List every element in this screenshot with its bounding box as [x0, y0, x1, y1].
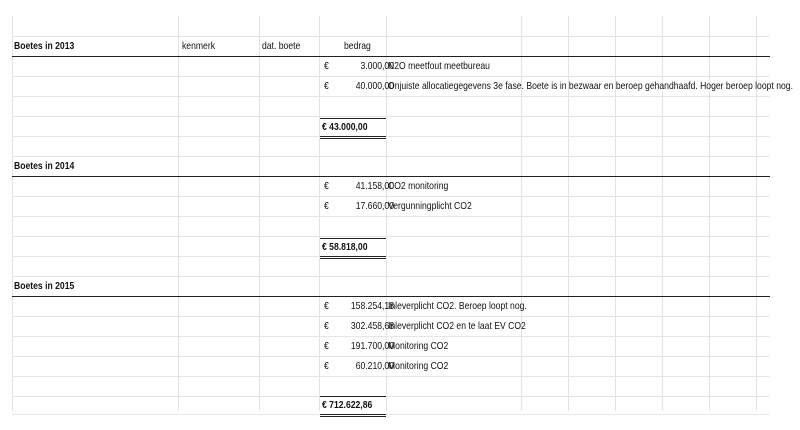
section-header-row[interactable] — [12, 276, 770, 297]
total-amount: € 712.622,86 — [322, 399, 373, 411]
description-cell[interactable]: Inleverplicht CO2. Beroep loopt nog. — [388, 300, 527, 312]
description-cell[interactable]: Monitoring CO2 — [388, 340, 449, 352]
column-header-bedrag[interactable]: bedrag — [344, 40, 371, 52]
amount-cell[interactable]: 60.210,00 — [355, 360, 394, 372]
total-row[interactable] — [12, 394, 770, 415]
row-empty[interactable] — [12, 96, 770, 117]
total-amount: € 58.818,00 — [322, 241, 368, 253]
description-cell[interactable]: Onjuiste allocatiegegevens 3e fase. Boete is in bezwaar en beroep gehandhaafd. Hoger beroep loopt nog. — [388, 80, 793, 92]
amount-cell[interactable]: 41.158,00 — [355, 180, 394, 192]
amount-cell[interactable]: 158.254,18 — [350, 300, 394, 312]
total-amount: € 43.000,00 — [322, 121, 368, 133]
total-row[interactable] — [12, 116, 770, 137]
row-empty[interactable] — [12, 256, 770, 277]
currency-symbol: € — [324, 200, 329, 212]
description-cell[interactable]: Vergunningplicht CO2 — [388, 200, 472, 212]
section-header-row[interactable] — [12, 156, 770, 177]
currency-symbol: € — [324, 300, 329, 312]
description-cell[interactable]: Inleverplicht CO2 en te laat EV CO2 — [388, 320, 526, 332]
table-row[interactable] — [12, 316, 770, 337]
currency-symbol: € — [324, 180, 329, 192]
table-row[interactable] — [12, 176, 770, 197]
row-empty[interactable] — [12, 216, 770, 237]
section-title[interactable]: Boetes in 2013 — [14, 40, 75, 52]
amount-cell[interactable]: 302.458,68 — [350, 320, 394, 332]
currency-symbol: € — [324, 80, 329, 92]
table-row[interactable] — [12, 56, 770, 77]
table-row[interactable] — [12, 196, 770, 217]
table-row[interactable] — [12, 336, 770, 357]
amount-cell[interactable]: 3.000,00 — [360, 60, 394, 72]
row-empty[interactable] — [12, 136, 770, 157]
column-header-dat-boete[interactable]: dat. boete — [262, 40, 301, 52]
amount-cell[interactable]: 191.700,00 — [350, 340, 394, 352]
column-header-kenmerk[interactable]: kenmerk — [182, 40, 216, 52]
table-row[interactable] — [12, 296, 770, 317]
amount-cell[interactable]: 17.660,00 — [355, 200, 394, 212]
section-title[interactable]: Boetes in 2014 — [14, 160, 75, 172]
currency-symbol: € — [324, 340, 329, 352]
description-cell[interactable]: CO2 monitoring — [388, 180, 449, 192]
total-row[interactable] — [12, 236, 770, 257]
currency-symbol: € — [324, 60, 329, 72]
currency-symbol: € — [324, 320, 329, 332]
table-row[interactable] — [12, 356, 770, 377]
description-cell[interactable]: N2O meetfout meetbureau — [388, 60, 490, 72]
section-title[interactable]: Boetes in 2015 — [14, 280, 75, 292]
currency-symbol: € — [324, 360, 329, 372]
amount-cell[interactable]: 40.000,00 — [355, 80, 394, 92]
cell-grid — [12, 16, 793, 411]
section-header-row[interactable] — [12, 36, 770, 57]
total-cell[interactable] — [320, 396, 386, 417]
description-cell[interactable]: Monitoring CO2 — [388, 360, 449, 372]
row-empty[interactable] — [12, 16, 770, 37]
table-row[interactable] — [12, 76, 793, 97]
